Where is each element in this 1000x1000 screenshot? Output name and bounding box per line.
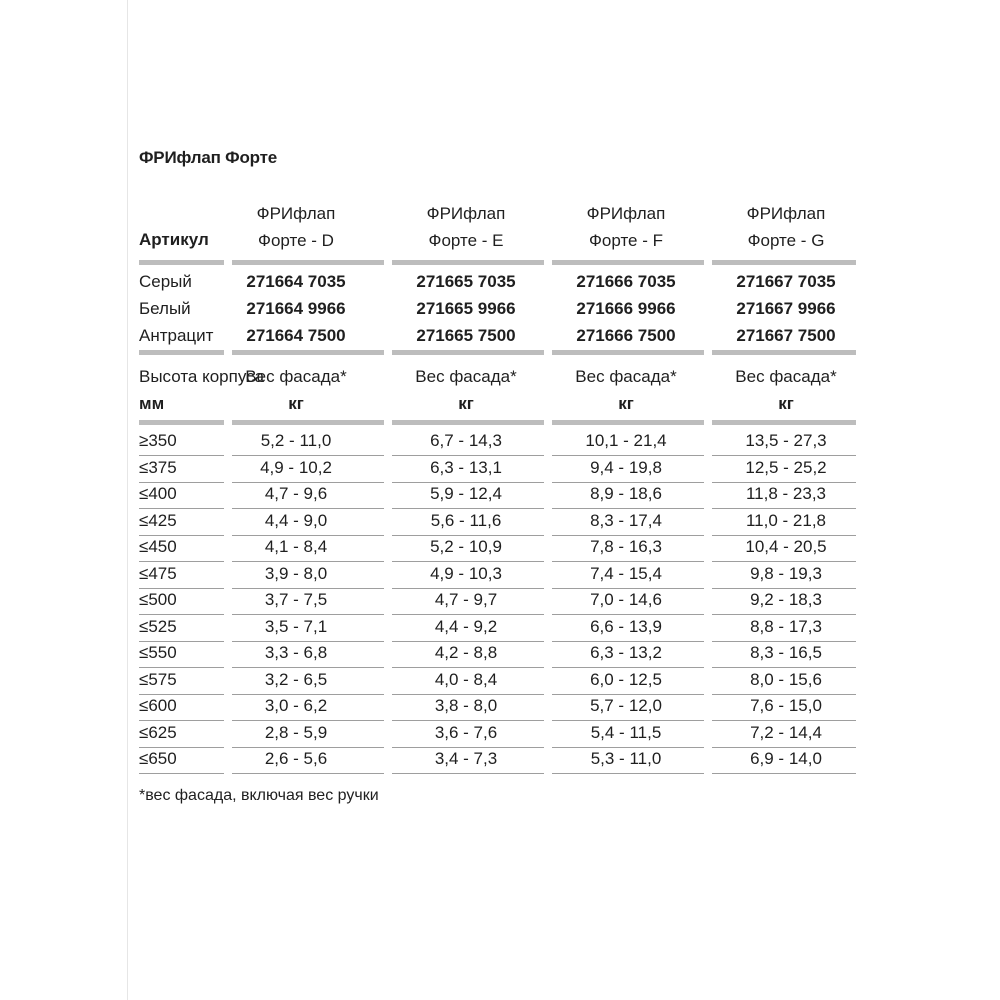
column-header-line2: Форте - G [747,231,825,250]
height-value: ≤500 [139,590,177,609]
weight-label: Вес фасада* [735,367,837,386]
weight-value: 6,0 - 12,5 [590,669,662,689]
column-header-line1: ФРИфлап [256,204,336,223]
row-divider [712,747,856,748]
article-code: 271666 7500 [576,326,676,345]
row-divider [232,641,384,642]
height-value: ≤625 [139,722,177,742]
row-divider [552,614,704,615]
row-divider [392,614,544,615]
row-divider [392,482,544,483]
color-label: Антрацит [139,326,214,345]
weight-value: 5,3 - 11,0 [590,749,662,768]
weight-value: 6,3 - 13,2 [590,643,662,662]
weight-value: 12,5 - 25,2 [745,457,827,477]
row-divider [392,535,544,536]
weight-value: 4,0 - 8,4 [434,669,498,689]
height-value: ≥350 [139,431,177,450]
height-value: ≤475 [139,563,177,583]
row-divider [139,614,224,615]
row-divider [552,535,704,536]
row-divider [712,667,856,668]
weight-value: 5,2 - 10,9 [430,537,502,556]
height-value: ≤400 [139,484,177,503]
weight-value: 11,0 - 21,8 [745,510,827,530]
weight-value: 13,5 - 27,3 [745,431,827,450]
weight-value: 7,0 - 14,6 [590,590,662,609]
weight-unit: кг [618,394,634,413]
row-divider [232,614,384,615]
column-header [391,200,541,254]
row-divider [139,535,224,536]
header-divider [139,260,224,265]
row-divider [392,720,544,721]
weight-value: 3,5 - 7,1 [264,616,328,636]
weight-value: 8,0 - 15,6 [750,669,822,689]
row-divider [712,773,856,774]
table-title: ФРИфлап Форте [139,148,277,167]
row-divider [712,455,856,456]
column-header [551,200,701,254]
row-divider [232,455,384,456]
weight-value: 4,4 - 9,2 [434,616,498,636]
header-divider [232,260,384,265]
row-divider [712,720,856,721]
weight-label: Вес фасада* [415,367,517,386]
row-divider [232,482,384,483]
row-divider [712,535,856,536]
weight-value: 8,3 - 16,5 [750,643,822,662]
row-divider [392,667,544,668]
weight-value: 8,3 - 17,4 [590,510,662,530]
column-header-line1: ФРИфлап [426,204,506,223]
column-header-line2: Форте - F [588,231,663,250]
weight-value: 4,4 - 9,0 [264,510,328,530]
height-value: ≤550 [139,643,177,662]
color-label: Серый [139,272,192,291]
row-divider [232,588,384,589]
weight-value: 5,2 - 11,0 [260,431,332,450]
weight-unit: кг [458,394,474,413]
row-divider [552,773,704,774]
height-value: ≤600 [139,696,177,715]
weight-value: 3,2 - 6,5 [264,669,328,689]
row-divider [712,641,856,642]
weight-value: 8,9 - 18,6 [590,484,662,503]
row-divider [139,694,224,695]
row-divider [232,773,384,774]
row-divider [712,614,856,615]
row-divider [139,561,224,562]
article-code: 271664 7500 [246,326,346,345]
height-unit: мм [139,394,165,413]
weight-value: 7,4 - 15,4 [590,563,662,583]
header-divider [139,350,224,355]
weight-value: 5,4 - 11,5 [590,722,662,742]
article-code: 271666 9966 [576,299,676,318]
weight-value: 3,6 - 7,6 [434,722,498,742]
header-divider [552,350,704,355]
column-header-line1: ФРИфлап [586,204,666,223]
footnote: *вес фасада, включая вес ручки [139,787,379,804]
header-divider [392,350,544,355]
row-divider [552,667,704,668]
row-divider [232,747,384,748]
row-divider [139,482,224,483]
weight-label: Вес фасада* [575,367,677,386]
weight-value: 3,9 - 8,0 [264,563,328,583]
row-divider [552,561,704,562]
height-value: ≤375 [139,457,177,477]
row-divider [712,482,856,483]
row-divider [232,667,384,668]
column-header [711,200,861,254]
page-margin-line [127,0,128,1000]
weight-value: 2,8 - 5,9 [264,722,328,742]
header-divider [712,420,856,425]
row-divider [139,641,224,642]
weight-value: 6,6 - 13,9 [590,616,662,636]
height-label: Высота корпуса [139,367,265,386]
weight-value: 9,4 - 19,8 [590,457,662,477]
row-divider [712,588,856,589]
row-divider [712,508,856,509]
article-label: Артикул [139,230,209,249]
weight-value: 7,2 - 14,4 [750,722,822,742]
weight-value: 7,8 - 16,3 [590,537,662,556]
weight-value: 4,9 - 10,3 [430,563,502,583]
column-header-line1: ФРИфлап [746,204,826,223]
row-divider [139,773,224,774]
header-divider [392,420,544,425]
row-divider [232,720,384,721]
header-divider [552,420,704,425]
weight-value: 5,6 - 11,6 [430,510,502,530]
row-divider [552,588,704,589]
article-code: 271665 7035 [416,272,516,291]
row-divider [392,455,544,456]
weight-value: 3,8 - 8,0 [434,696,498,715]
row-divider [552,508,704,509]
column-header-line2: Форте - E [428,231,504,250]
article-code: 271664 9966 [246,299,346,318]
row-divider [392,694,544,695]
weight-value: 4,7 - 9,7 [434,590,498,609]
article-code: 271666 7035 [576,272,676,291]
row-divider [232,694,384,695]
height-value: ≤425 [139,510,177,530]
weight-value: 11,8 - 23,3 [745,484,827,503]
row-divider [712,694,856,695]
article-code: 271667 7035 [736,272,836,291]
weight-value: 5,7 - 12,0 [590,696,662,715]
row-divider [139,455,224,456]
weight-value: 4,7 - 9,6 [264,484,328,503]
row-divider [552,720,704,721]
row-divider [139,720,224,721]
header-divider [712,350,856,355]
row-divider [139,747,224,748]
height-value: ≤575 [139,669,177,689]
weight-unit: кг [288,394,304,413]
article-code: 271667 9966 [736,299,836,318]
weight-value: 9,8 - 19,3 [750,563,822,583]
row-divider [139,508,224,509]
weight-value: 3,4 - 7,3 [434,749,498,768]
row-divider [392,508,544,509]
weight-value: 4,9 - 10,2 [260,457,332,477]
row-divider [392,747,544,748]
weight-value: 4,1 - 8,4 [264,537,328,556]
weight-value: 9,2 - 18,3 [750,590,822,609]
height-value: ≤450 [139,537,177,556]
row-divider [232,508,384,509]
header-divider [232,420,384,425]
row-divider [232,535,384,536]
row-divider [552,694,704,695]
row-divider [392,773,544,774]
row-divider [392,588,544,589]
weight-value: 2,6 - 5,6 [264,749,328,768]
column-header [221,200,371,254]
row-divider [552,641,704,642]
header-divider [232,350,384,355]
height-value: ≤650 [139,749,177,768]
article-code: 271665 9966 [416,299,516,318]
weight-value: 6,3 - 13,1 [430,457,502,477]
row-divider [392,641,544,642]
weight-value: 10,1 - 21,4 [585,431,667,450]
weight-value: 6,9 - 14,0 [750,749,822,768]
color-label: Белый [139,299,191,318]
row-divider [139,588,224,589]
header-divider [392,260,544,265]
header-divider [712,260,856,265]
weight-value: 6,7 - 14,3 [430,431,502,450]
weight-value: 3,0 - 6,2 [264,696,328,715]
weight-value: 3,7 - 7,5 [264,590,328,609]
row-divider [552,482,704,483]
weight-unit: кг [778,394,794,413]
column-header-line2: Форте - D [258,231,334,250]
article-code: 271667 7500 [736,326,836,345]
weight-value: 5,9 - 12,4 [430,484,502,503]
weight-label: Вес фасада* [245,367,347,386]
row-divider [712,561,856,562]
row-divider [232,561,384,562]
article-code: 271664 7035 [246,272,346,291]
article-code: 271665 7500 [416,326,516,345]
row-divider [552,455,704,456]
weight-value: 4,2 - 8,8 [434,643,498,662]
header-divider [139,420,224,425]
header-divider [552,260,704,265]
weight-value: 7,6 - 15,0 [750,696,822,715]
weight-value: 10,4 - 20,5 [745,537,827,556]
row-divider [552,747,704,748]
weight-value: 3,3 - 6,8 [264,643,328,662]
weight-value: 8,8 - 17,3 [750,616,822,636]
row-divider [139,667,224,668]
row-divider [392,561,544,562]
height-value: ≤525 [139,616,177,636]
